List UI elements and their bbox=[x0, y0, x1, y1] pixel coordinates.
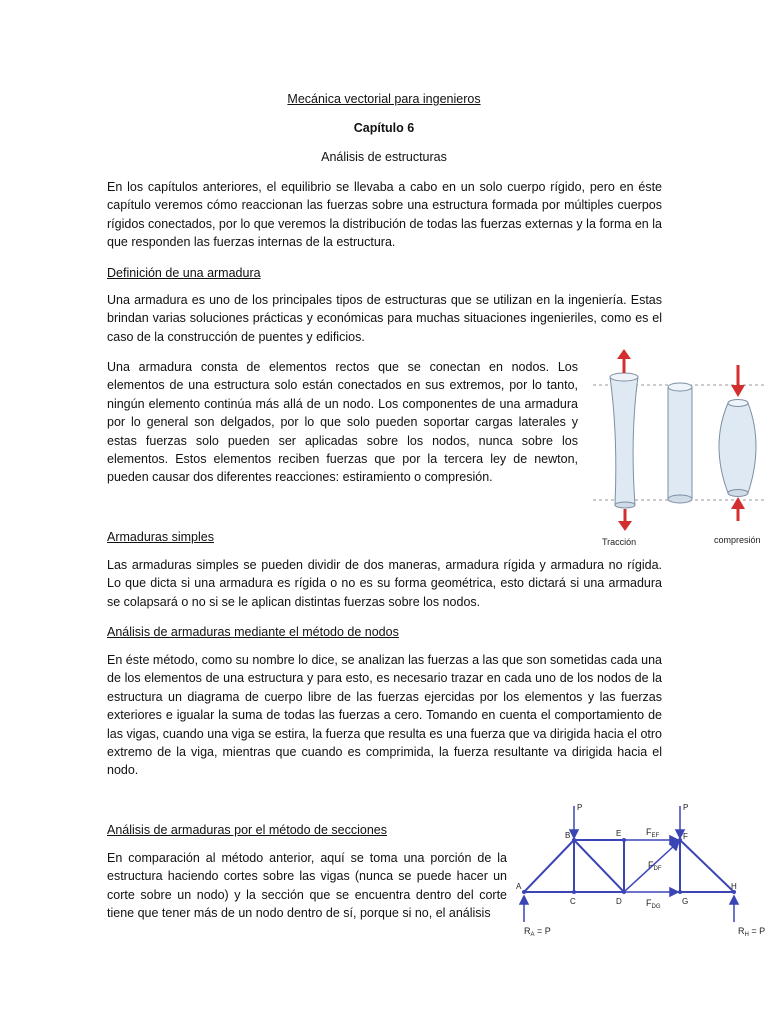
node-label-b: B bbox=[565, 831, 571, 840]
neutral-cylinder bbox=[668, 383, 692, 503]
label-traccion: Tracción bbox=[602, 537, 637, 547]
reaction-label-h: $R_H = P$ bbox=[738, 926, 766, 938]
node-label-g: G bbox=[682, 897, 689, 906]
node-label-h: H bbox=[731, 882, 737, 891]
force-label-fef: $F_{EF}$ bbox=[646, 827, 660, 839]
chapter-heading: Capítulo 6 bbox=[353, 121, 415, 135]
node-label-a: A bbox=[516, 882, 522, 891]
heading-secciones: Análisis de armaduras por el método de secciones bbox=[107, 823, 388, 837]
load-label-left: P bbox=[577, 803, 583, 812]
compression-arrow-down-icon bbox=[731, 365, 745, 397]
chapter-subtitle: Análisis de estructuras bbox=[321, 150, 447, 164]
intro-paragraph: En los capítulos anteriores, el equilibrio se llevaba a cabo en un solo cuerpo rígido, pero en éste capítulo veremos cómo reaccionan las fuerzas sobre una estructura formada por múltiples cuerpos rígidos conectados, por lo que veremos la distribución de todas las fuerzas externas y la forma en la que responden las fuerzas internas de la estructura. bbox=[107, 180, 662, 250]
nodos-paragraph: En éste método, como su nombre lo dice, se analizan las fuerzas a las que son sometidas cada una de los elementos de una estructura y para esto, es necesario trazar en cada uno de los nodos de la estructura un diagrama de cuerpo libre de las fuerzas ejercidas por los elementos y las fuerzas exteriores e igualar la suma de todas las fuerzas a cero. Tomando en cuenta el comportamiento de las vigas, cuando una viga se estira, la fuerza que resulta es una fuerza que va dirigida hacia el otro extremo de la viga, mientras que cuando es comprimida, la fuerza resultante va dirigida hacia el nodo. bbox=[107, 653, 662, 778]
reaction-label-a: $R_A = P$ bbox=[524, 926, 551, 938]
compression-cylinder bbox=[719, 400, 756, 497]
reaction-a-arrow-icon bbox=[520, 896, 528, 922]
node-label-c: C bbox=[570, 897, 576, 906]
label-compresion: compresión bbox=[714, 535, 761, 545]
truss-nodes bbox=[522, 838, 736, 894]
force-label-fdg: $F_{DG}$ bbox=[646, 898, 661, 910]
truss-section-figure bbox=[512, 798, 768, 938]
node-label-f: F bbox=[683, 832, 688, 841]
truss-members bbox=[524, 840, 734, 892]
document-title: Mecánica vectorial para ingenieros bbox=[287, 92, 481, 106]
definicion-paragraph-2: Una armadura consta de elementos rectos que se conectan en nodos. Los elementos de una estructura solo están conectados en sus extremos, por lo tanto, ningún elemento continúa más allá de un nodo. Los componentes de una armadura por lo general son delgados, por lo que solo pueden soportar cargas laterales y estas fuerzas solo pueden ser aplicadas sobre los nodos, nunca sobre los elementos. Estos elementos reciben fuerzas que por la tercera ley de newton, pueden causar dos diferentes reacciones: estiramiento o compresión. bbox=[107, 360, 578, 485]
traction-compression-figure bbox=[588, 345, 768, 550]
traction-arrow-down-icon bbox=[618, 509, 632, 531]
simples-paragraph: Las armaduras simples se pueden dividir de dos maneras, armadura rígida y armadura no rígida. Lo que dicta si una armadura es rígida o no es su forma geométrica, esto dictará si una armadura se colapsará o no si se le aplican distintas fuerzas sobre los nodos. bbox=[107, 558, 662, 609]
traction-arrow-up-icon bbox=[617, 349, 631, 373]
load-label-right: P bbox=[683, 803, 689, 812]
force-fdg-arrow-icon bbox=[625, 888, 678, 896]
definicion-paragraph-1: Una armadura es uno de los principales tipos de estructuras que se utilizan en la ingeniería. Estas brindan varias soluciones prácticas y económicas para muchas situaciones ingenieriles, como es el caso de la construcción de puentes y edificios. bbox=[107, 293, 662, 344]
reaction-h-arrow-icon bbox=[730, 896, 738, 922]
heading-simples: Armaduras simples bbox=[107, 530, 214, 544]
node-label-e: E bbox=[616, 829, 622, 838]
traction-cylinder bbox=[610, 373, 638, 508]
compression-arrow-up-icon bbox=[731, 497, 745, 521]
heading-nodos: Análisis de armaduras mediante el método de nodos bbox=[107, 625, 399, 639]
force-label-fdf: $F_{DF}$ bbox=[648, 860, 662, 872]
heading-definicion: Definición de una armadura bbox=[107, 266, 261, 280]
secciones-paragraph: En comparación al método anterior, aquí se toma una porción de la estructura haciendo cortes sobre las vigas (nunca se puede hacer un corte sobre un nodo) y la sección que se encuentra dentro del corte tiene que tener más de un nodo dentro de sí, porque si no, el análisis bbox=[107, 851, 507, 921]
node-label-d: D bbox=[616, 897, 622, 906]
